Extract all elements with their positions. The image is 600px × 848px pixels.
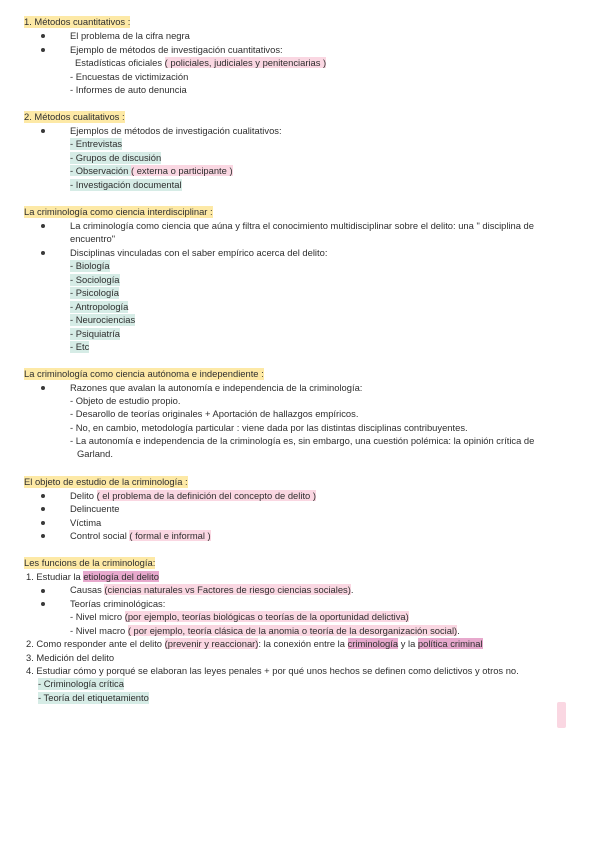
bullet-item-text: Delito	[70, 490, 97, 501]
bullet-item: Ejemplo de métodos de investigación cuantitativos:	[70, 44, 283, 55]
section-title-metodos-cualitativos: 2. Métodos cualitativos :	[24, 111, 125, 122]
discipline-item: - Psiquiatría	[70, 328, 121, 339]
bullet-dot	[41, 224, 45, 228]
bullet-item	[70, 490, 316, 502]
highlight-note: ( por ejemplo, teoría clásica de la anomia o teoría de la desorganización social)	[127, 625, 458, 636]
numbered-item-text: y la	[398, 638, 418, 649]
numbered-item: 3. Medición del delito	[26, 652, 115, 663]
bullet-dot	[41, 521, 45, 525]
bullet-item: Delincuente	[70, 503, 120, 514]
bullet-dot	[41, 251, 45, 255]
sub-item-text: Estadísticas oficiales	[75, 57, 165, 68]
bullet-dot	[41, 534, 45, 538]
sub-item	[70, 611, 409, 623]
sub-item: - Informes de auto denuncia	[70, 84, 187, 95]
section-title-objeto-de-estudio: El objeto de estudio de la criminología :	[24, 476, 188, 487]
bullet-dot	[41, 494, 45, 498]
highlight-key-term: criminología	[347, 638, 399, 649]
numbered-item-text: : la conexión entre la	[258, 638, 348, 649]
numbered-item	[26, 571, 159, 583]
bullet-item: Teorías criminológicas:	[70, 598, 166, 609]
highlight-note: (por ejemplo, teorías biológicas o teorías de la oportunidad delictiva)	[124, 611, 409, 622]
sub-item-continued: Garland.	[77, 448, 113, 459]
sub-item: - Encuestas de victimización	[70, 71, 189, 82]
sub-item: - Investigación documental	[70, 179, 182, 190]
discipline-item: - Antropología	[70, 301, 129, 312]
bullet-item-text: .	[350, 584, 354, 595]
discipline-item: - Neurociencias	[70, 314, 136, 325]
sub-item: - Entrevistas	[70, 138, 123, 149]
highlight-note: (ciencias naturales vs Factores de riesgo ciencias sociales)	[104, 584, 351, 595]
bullet-item	[70, 584, 353, 596]
sub-item: - Objeto de estudio propio.	[70, 395, 181, 406]
sub-item: - No, en cambio, metodología particular : viene dada por las distintas disciplinas contribuyentes.	[70, 422, 468, 433]
discipline-item: - Sociología	[70, 274, 120, 285]
bullet-dot	[41, 34, 45, 38]
bullet-dot	[41, 602, 45, 606]
bullet-item-continued: encuentro"	[70, 233, 116, 244]
bullet-item: Razones que avalan la autonomía e independencia de la criminología:	[70, 382, 363, 393]
sub-item: - La autonomía e independencia de la criminología es, sin embargo, una cuestión polémica: la opinión crítica de	[70, 435, 535, 446]
bullet-dot	[41, 48, 45, 52]
sub-item: - Criminología crítica	[38, 678, 124, 689]
sub-item-text: - Observación	[70, 165, 131, 176]
bullet-item: Víctima	[70, 517, 102, 528]
bullet-item: El problema de la cifra negra	[70, 30, 190, 41]
highlight-note: ( externa o participante )	[130, 165, 233, 176]
sub-item	[75, 57, 326, 69]
section-title-funcions: Les funcions de la criminología:	[24, 557, 156, 568]
highlighter-mark	[557, 702, 566, 728]
highlight-note: ( policiales, judiciales y penitenciarias )	[164, 57, 327, 68]
highlight-note: ( el problema de la definición del concepto de delito )	[96, 490, 316, 501]
numbered-item-text: 1. Estudiar la	[26, 571, 84, 582]
section-title-ciencia-interdisciplinar: La criminología como ciencia interdisciplinar :	[24, 206, 213, 217]
highlight-note: (prevenir y reaccionar)	[164, 638, 259, 649]
bullet-item-text: Causas	[70, 584, 105, 595]
sub-item: - Desarollo de teorías originales + Aportación de hallazgos empíricos.	[70, 408, 359, 419]
highlight-note: ( formal e informal )	[129, 530, 211, 541]
bullet-item: La criminología como ciencia que aúna y filtra el conocimiento multidisciplinar sobre el delito: una " disciplina de	[70, 220, 534, 231]
highlight-key-term: etiología del delito	[83, 571, 159, 582]
numbered-item-text: 2. Como responder ante el delito	[26, 638, 165, 649]
sub-item-text: - Nivel macro	[70, 625, 128, 636]
highlight-key-term: política criminal	[417, 638, 483, 649]
sub-item	[70, 625, 460, 637]
bullet-dot	[41, 589, 45, 593]
bullet-dot	[41, 129, 45, 133]
sub-item	[70, 165, 233, 177]
numbered-item	[26, 638, 483, 650]
bullet-dot	[41, 386, 45, 390]
section-title-ciencia-autonoma: La criminología como ciencia autónoma e independiente :	[24, 368, 264, 379]
discipline-item: - Etc	[70, 341, 90, 352]
section-title-metodos-cuantitativos: 1. Métodos cuantitativos :	[24, 16, 131, 27]
bullet-item	[70, 530, 211, 542]
bullet-item-text: Control social	[70, 530, 130, 541]
discipline-item: - Psicología	[70, 287, 119, 298]
sub-item-text: .	[457, 625, 460, 636]
discipline-item: - Biología	[70, 260, 110, 271]
sub-item-text: - Nivel micro	[70, 611, 125, 622]
numbered-item: 4. Estudiar cómo y porqué se elaboran las leyes penales + por qué unos hechos se definen como delictivos y otros no.	[26, 665, 519, 676]
bullet-dot	[41, 507, 45, 511]
bullet-item: Ejemplos de métodos de investigación cualitativos:	[70, 125, 282, 136]
sub-item: - Teoría del etiquetamiento	[38, 692, 149, 703]
sub-item: - Grupos de discusión	[70, 152, 162, 163]
bullet-item: Disciplinas vinculadas con el saber empírico acerca del delito:	[70, 247, 328, 258]
